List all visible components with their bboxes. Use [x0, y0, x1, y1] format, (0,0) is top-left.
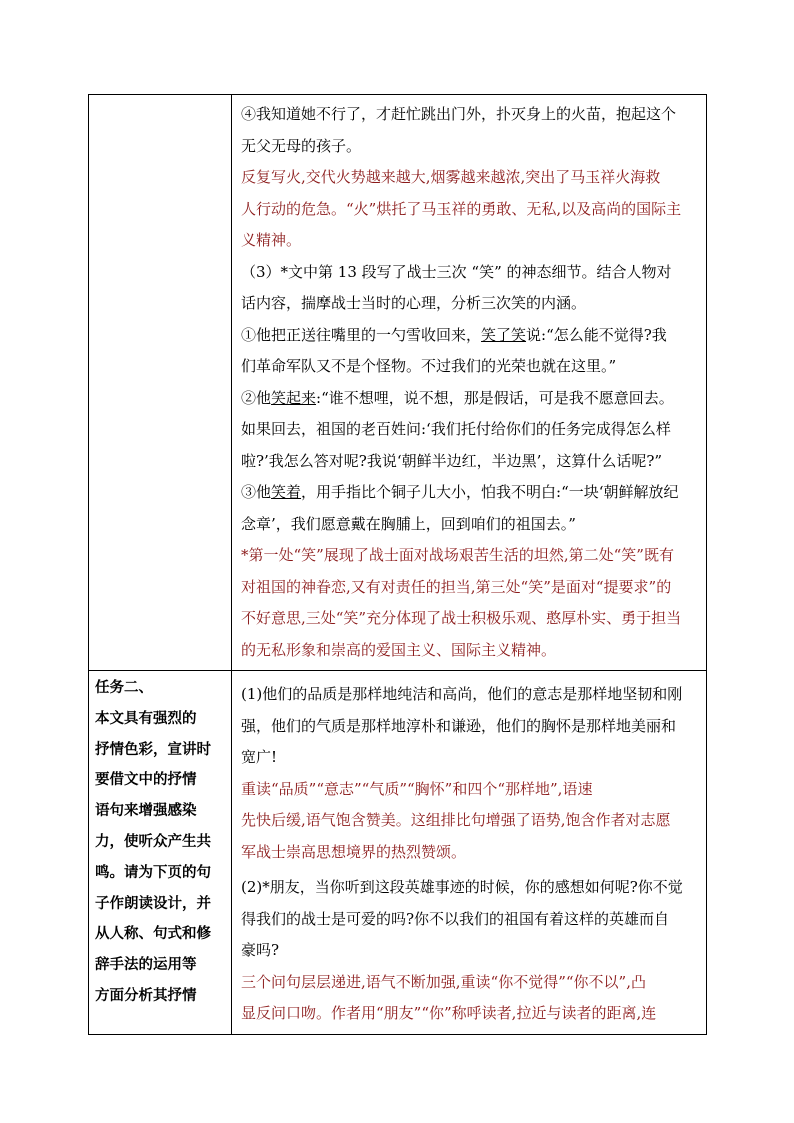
- quote-line: [241, 320, 700, 352]
- quote-text: 说:“怎么能不觉得?我: [526, 325, 667, 344]
- answer-line: 军战士崇高思想境界的热烈赞颂。: [241, 842, 467, 861]
- quote-text: ，用手指比个铜子儿大小，怕我不明白:“一块‘朝鲜解放纪: [301, 483, 679, 501]
- task-line: 方面分析其抒情: [95, 986, 197, 1004]
- quote-text: ①他把正送往嘴里的一勺雪收回来，: [241, 325, 482, 344]
- answer-line: 重读“品质”“意志”“气质”“胸怀”和四个“那样地”,语速: [241, 779, 593, 798]
- answer-line: 的无私形象和崇高的爱国主义、国际主义精神。: [241, 640, 557, 659]
- underlined-word: 笑起来: [271, 388, 317, 407]
- answer-line: 显反问口吻。作者用“朋友”“你”称呼读者,拉近与读者的距离,连: [241, 1004, 657, 1022]
- text-line: 宽广!: [241, 748, 278, 766]
- right-cell-reading: [232, 671, 707, 1035]
- text-line: 们革命军队又不是个怪物。不过我们的光荣也就在这里。”: [241, 357, 617, 375]
- text-line: 强，他们的气质是那样地淳朴和谦逊，他们的胸怀是那样地美丽和: [241, 716, 677, 735]
- answer-line: *第一处“笑”展现了战士面对战场艰苦生活的坦然,第二处“笑”既有: [241, 546, 674, 564]
- question-line: 话内容，揣摩战士当时的心理，分析三次笑的内涵。: [241, 294, 587, 312]
- task-line: 抒情色彩，宣讲时: [95, 740, 211, 758]
- text-line: 无父无母的孩子。: [241, 136, 362, 155]
- quote-text: :“谁不想哩，说不想，那是假话，可是我不愿意回去。: [316, 388, 674, 407]
- text-line: 啦?’我怎么答对呢?我说‘朝鲜半边红，半边黑’，这算什么话呢?”: [241, 451, 663, 470]
- task-line: 辞手法的运用等: [95, 956, 197, 974]
- table-row: [89, 95, 707, 671]
- task-line: 从人称、句式和修: [95, 925, 211, 943]
- left-cell-empty: [89, 95, 232, 671]
- left-cell-task: [89, 671, 232, 1035]
- text-line: 如果回去，祖国的老百姓问:‘我们托付给你们的任务完成得怎么样: [241, 420, 671, 438]
- answer-line: 不好意思,三处“笑”充分体现了战士积极乐观、憨厚朴实、勇于担当: [241, 609, 682, 627]
- answer-line: 先快后缓,语气饱含赞美。这组排比句增强了语势,饱含作者对志愿: [241, 811, 671, 829]
- answer-line: 人行动的危急。“火”烘托了马玉祥的勇敢、无私,以及高尚的国际主: [241, 199, 682, 218]
- task-line: 子作朗读设计，并: [95, 894, 211, 912]
- task-description: [89, 671, 231, 1012]
- answer-line: 义精神。: [241, 231, 302, 249]
- task-line: 力，使听众产生共: [95, 832, 211, 850]
- quote-text: ③他: [241, 483, 272, 501]
- quote-line: [241, 477, 700, 509]
- task-line: 鸣。请为下页的句: [95, 863, 211, 881]
- text-line: (1)他们的品质是那样地纯洁和高尚，他们的意志是那样地坚韧和刚: [241, 685, 683, 703]
- answer-line: 对祖国的神眷恋,又有对责任的担当,第三处“笑”是面对“提要求”的: [241, 577, 672, 596]
- text-line: 念章’，我们愿意戴在胸脯上，回到咱们的祖国去。”: [241, 514, 576, 533]
- text-line: ④我知道她不行了，才赶忙跳出门外，扑灭身上的火苗，抱起这个: [241, 105, 677, 123]
- quote-line: [241, 383, 700, 415]
- quote-text: ②他: [241, 388, 272, 407]
- answer-line: 三个问句层层递进,语气不断加强,重读“你不觉得”“你不以”,凸: [241, 972, 646, 991]
- task-line: 要借文中的抒情: [95, 771, 197, 789]
- question-line: （3）*文中第 13 段写了战士三次 “笑” 的神态细节。结合人物对: [241, 262, 672, 281]
- text-line: 得我们的战士是可爱的吗?你不以我们的祖国有着这样的英雄而自: [241, 909, 670, 928]
- task-line: 任务二、: [95, 679, 153, 696]
- underlined-word: 笑了笑: [481, 325, 527, 344]
- answer-line: 反复写火,交代火势越来越大,烟雾越来越浓,突出了马玉祥火海救: [241, 168, 661, 186]
- task-line: 本文具有强烈的: [95, 709, 197, 727]
- table-row: [89, 671, 707, 1035]
- text-line: 豪吗?: [241, 941, 280, 959]
- task-line: 语句来增强感染: [95, 802, 197, 820]
- underlined-word: 笑着: [271, 483, 302, 501]
- right-cell-analysis: [232, 95, 707, 671]
- text-line: (2)*朋友，当你听到这段英雄事迹的时候，你的感想如何呢?你不觉: [241, 878, 683, 896]
- content-table: [88, 94, 707, 1035]
